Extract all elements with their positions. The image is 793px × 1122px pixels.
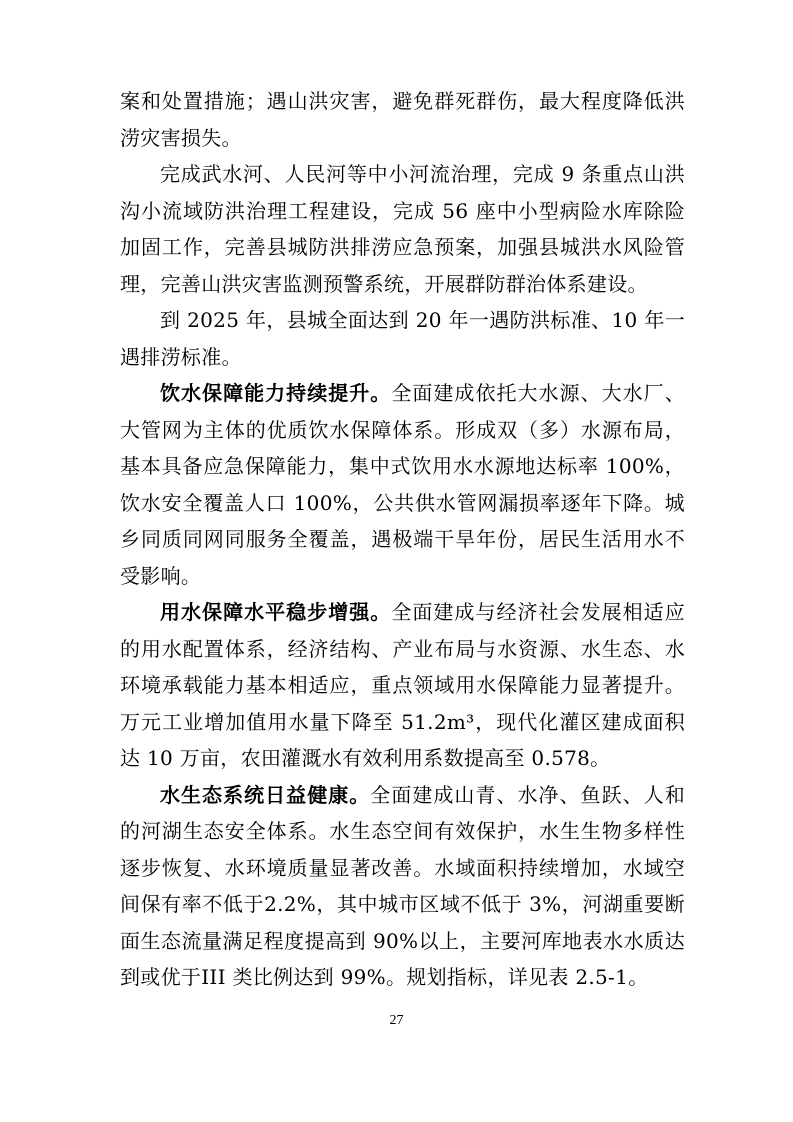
paragraph-1 [120, 83, 685, 156]
paragraph-1-text: 案和处置措施；遇山洪灾害，避免群死群伤，最大程度降低洪涝灾害损失。 [120, 89, 685, 150]
page-number: 27 [389, 1013, 404, 1028]
paragraph-6-text: 全面建成山青、水净、鱼跃、人和的河湖生态安全体系。水生态空间有效保护，水生生物多样性 逐步恢复、水环境质量显著改善。水域面积持续增加，水域空间保有率不低于2.2%，其中城市区域不低于 3%，河湖重要断面生态流量满足程度提高到 90%以上，主要河库地表水水质达到或优于III 类比例达到 99%。规划指标，详见表 2.5-1。 [120, 782, 686, 989]
paragraph-6 [120, 777, 685, 996]
paragraph-4 [120, 375, 685, 594]
paragraph-4-heading: 饮水保障能力持续提升。 [160, 381, 392, 405]
paragraph-2-text: 完成武水河、人民河等中小河流治理，完成 9 条重点山洪沟小流域防洪治理工程建设，完成 56 座中小型病险水库除险加固工作，完善县城防洪排涝应急预案，加强县城洪水风险管理，完善山洪灾害监测预警系统，开展群防群治体系建设。 [120, 162, 685, 296]
paragraph-2 [120, 156, 685, 302]
paragraph-6-heading: 水生态系统日益健康。 [160, 782, 371, 807]
paragraph-5-text: 全面建成与经济社会发展相适应的用水配置体系，经济结构、产业布局与水资源、水生态、水环境承载能力基本相适应，重点领域用水保障能力显著提升。万元工业增加值用水量下降至 51.2m³，现代化灌区建成面积达 10 万亩，农田灌溉水有效利用系数提高至 0.578。 [120, 600, 685, 770]
paragraph-3 [120, 302, 685, 375]
paragraph-4-text: 全面建成依托大水源、大水厂、大管网为主体的优质饮水保障体系。形成双（多）水源布局，基本具备应急保障能力，集中式饮用水水源地达标率 100%，饮水安全覆盖人口 100%，公共供水管网漏损率逐年下降。城乡同质同网同服务全覆盖，遇极端干旱年份，居民生活用水不受影响。 [120, 381, 685, 588]
paragraph-5 [120, 594, 685, 777]
paragraph-5-heading: 用水保障水平稳步增强。 [160, 600, 392, 624]
paragraph-3-text: 到 2025 年，县城全面达到 20 年一遇防洪标准、10 年一遇排涝标准。 [120, 308, 685, 369]
page-body [120, 83, 685, 996]
